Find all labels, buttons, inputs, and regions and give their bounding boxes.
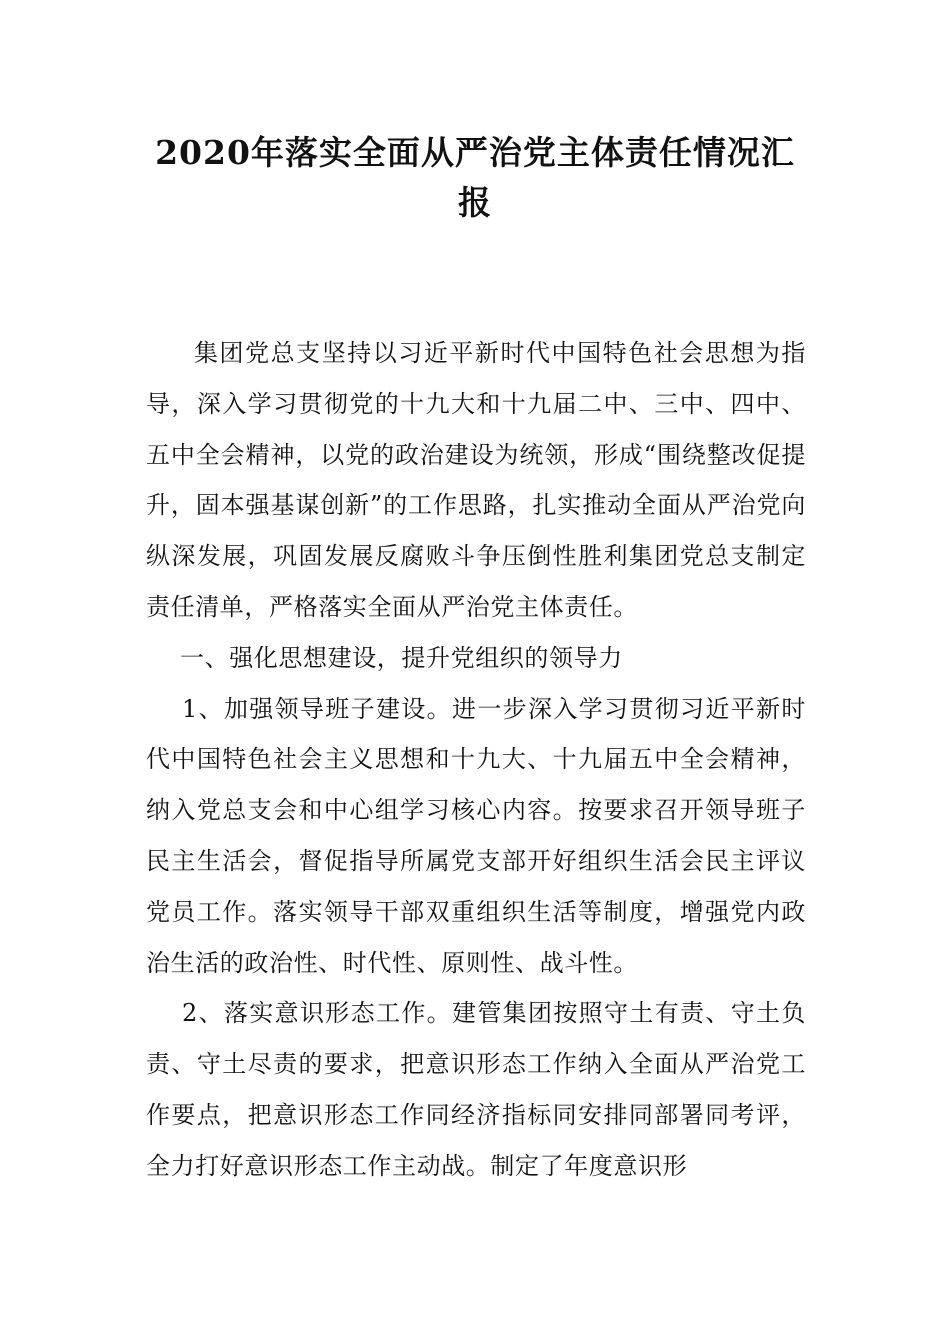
section-heading: 一、强化思想建设，提升党组织的领导力 [180,643,623,672]
intro-paragraph: 集团党总支坚持以习近平新时代中国特色社会思想为指导，深入学习贯彻党的十九大和十九届二中、三中、四中、五中全会精神，以党的政治建设为统领，形成“围绕整改促提升，固本强基谋创新”的工作思路，扎实推动全面从严治党向纵深发展，巩固发展反腐败斗争压倒性胜利集团党总支制定责任清单，严格落实全面从严治党主体责任。 [146,339,806,621]
body-paragraph: 1、加强领导班子建设。进一步深入学习贯彻习近平新时代中国特色社会主义思想和十九大、十九届五中全会精神，纳入党总支会和中心组学习核心内容。按要求召开领导班子民主生活会，督促指导所属党支部开好组织生活会民主评议党员工作。落实领导干部双重组织生活等制度，增强党内政治生活的政治性、时代性、原则性、战斗性。 [146,694,806,977]
body-paragraph: 2、落实意识形态工作。建管集团按照守土有责、守土负责、守土尽责的要求，把意识形态工作纳入全面从严治党工作要点，把意识形态工作同经济指标同安排同部署同考评，全力打好意识形态工作主动战。制定了年度意识形 [146,999,806,1180]
document-body [146,328,806,1192]
document-title: 2020年落实全面从严治党主体责任情况汇报 [155,133,795,222]
